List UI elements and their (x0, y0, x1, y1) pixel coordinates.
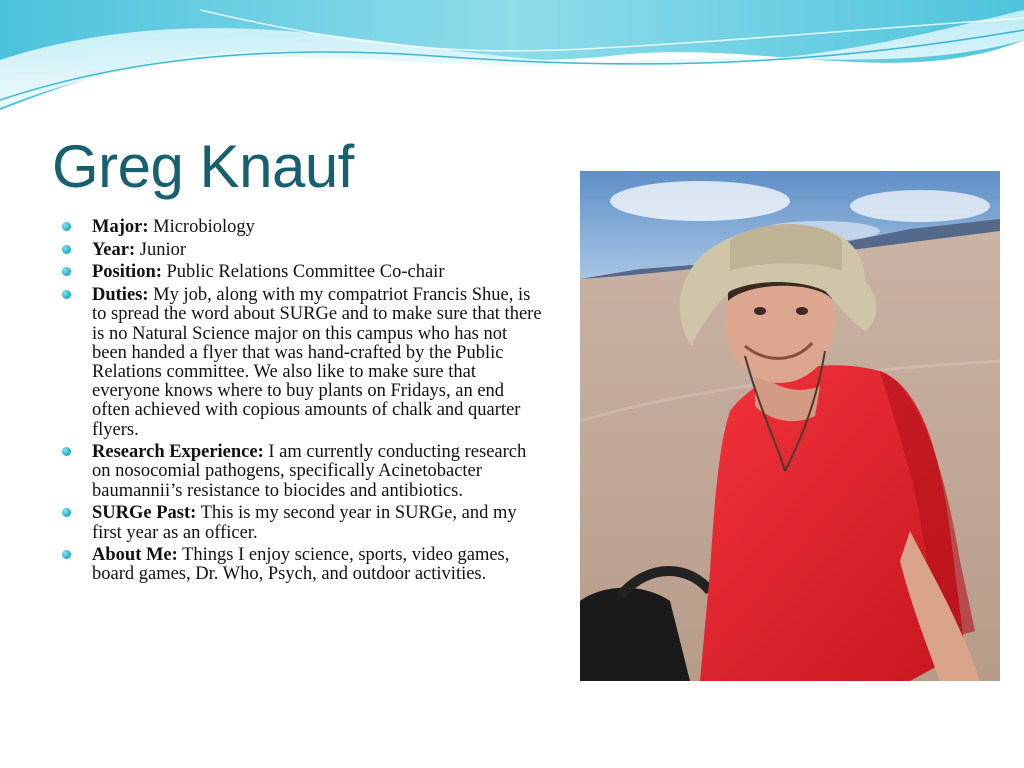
bullet-year (62, 241, 542, 260)
bullet-text: My job, along with my compatriot Francis Shue, is to spread the word about SURGe and to make sure that there is no Natural Science major on this campus who has not been handed a flyer that was hand-crafted by the Public Relations committee. We also like to make sure that everyone knows where to buy plants on Fridays, an end often achieved with copious amounts of chalk and quarter flyers. (92, 285, 542, 440)
bullet-icon (62, 245, 71, 254)
header-wave-decoration (0, 0, 1024, 120)
bullet-label: Duties: (92, 285, 149, 306)
bullet-text: Public Relations Committee Co-chair (166, 262, 445, 283)
bullet-icon (62, 508, 71, 517)
bullet-about-me (62, 546, 542, 584)
bullet-label: About Me: (92, 545, 178, 566)
bullet-list (62, 218, 542, 588)
bullet-text: I am currently conducting research on nosocomial pathogens, specifically Acinetobacter baumannii’s resistance to biocides and antibiotics. (92, 442, 527, 501)
bullet-label: Major: (92, 217, 149, 237)
bullet-label: Research Experience: (92, 442, 264, 463)
bullet-research-experience (62, 443, 542, 501)
bullet-icon (62, 222, 71, 231)
bullet-icon (62, 290, 71, 299)
person-photo (580, 171, 1000, 681)
bullet-label: SURGe Past: (92, 503, 197, 524)
bullet-surge-past (62, 504, 542, 542)
slide-title: Greg Knauf (52, 133, 354, 200)
bullet-text: Microbiology (153, 217, 255, 237)
bullet-major (62, 218, 542, 237)
bullet-text: Things I enjoy science, sports, video games, board games, Dr. Who, Psych, and outdoor activities. (92, 545, 510, 585)
bullet-label: Year: (92, 239, 136, 260)
bullet-icon (62, 550, 71, 559)
bullet-text: Junior (139, 239, 187, 260)
bullet-icon (62, 447, 71, 456)
bullet-icon (62, 267, 71, 276)
bullet-label: Position: (92, 262, 162, 283)
bullet-position (62, 263, 542, 282)
bullet-text: This is my second year in SURGe, and my first year as an officer. (92, 503, 517, 543)
bullet-duties (62, 286, 542, 440)
person-photo-icon (580, 171, 1000, 681)
